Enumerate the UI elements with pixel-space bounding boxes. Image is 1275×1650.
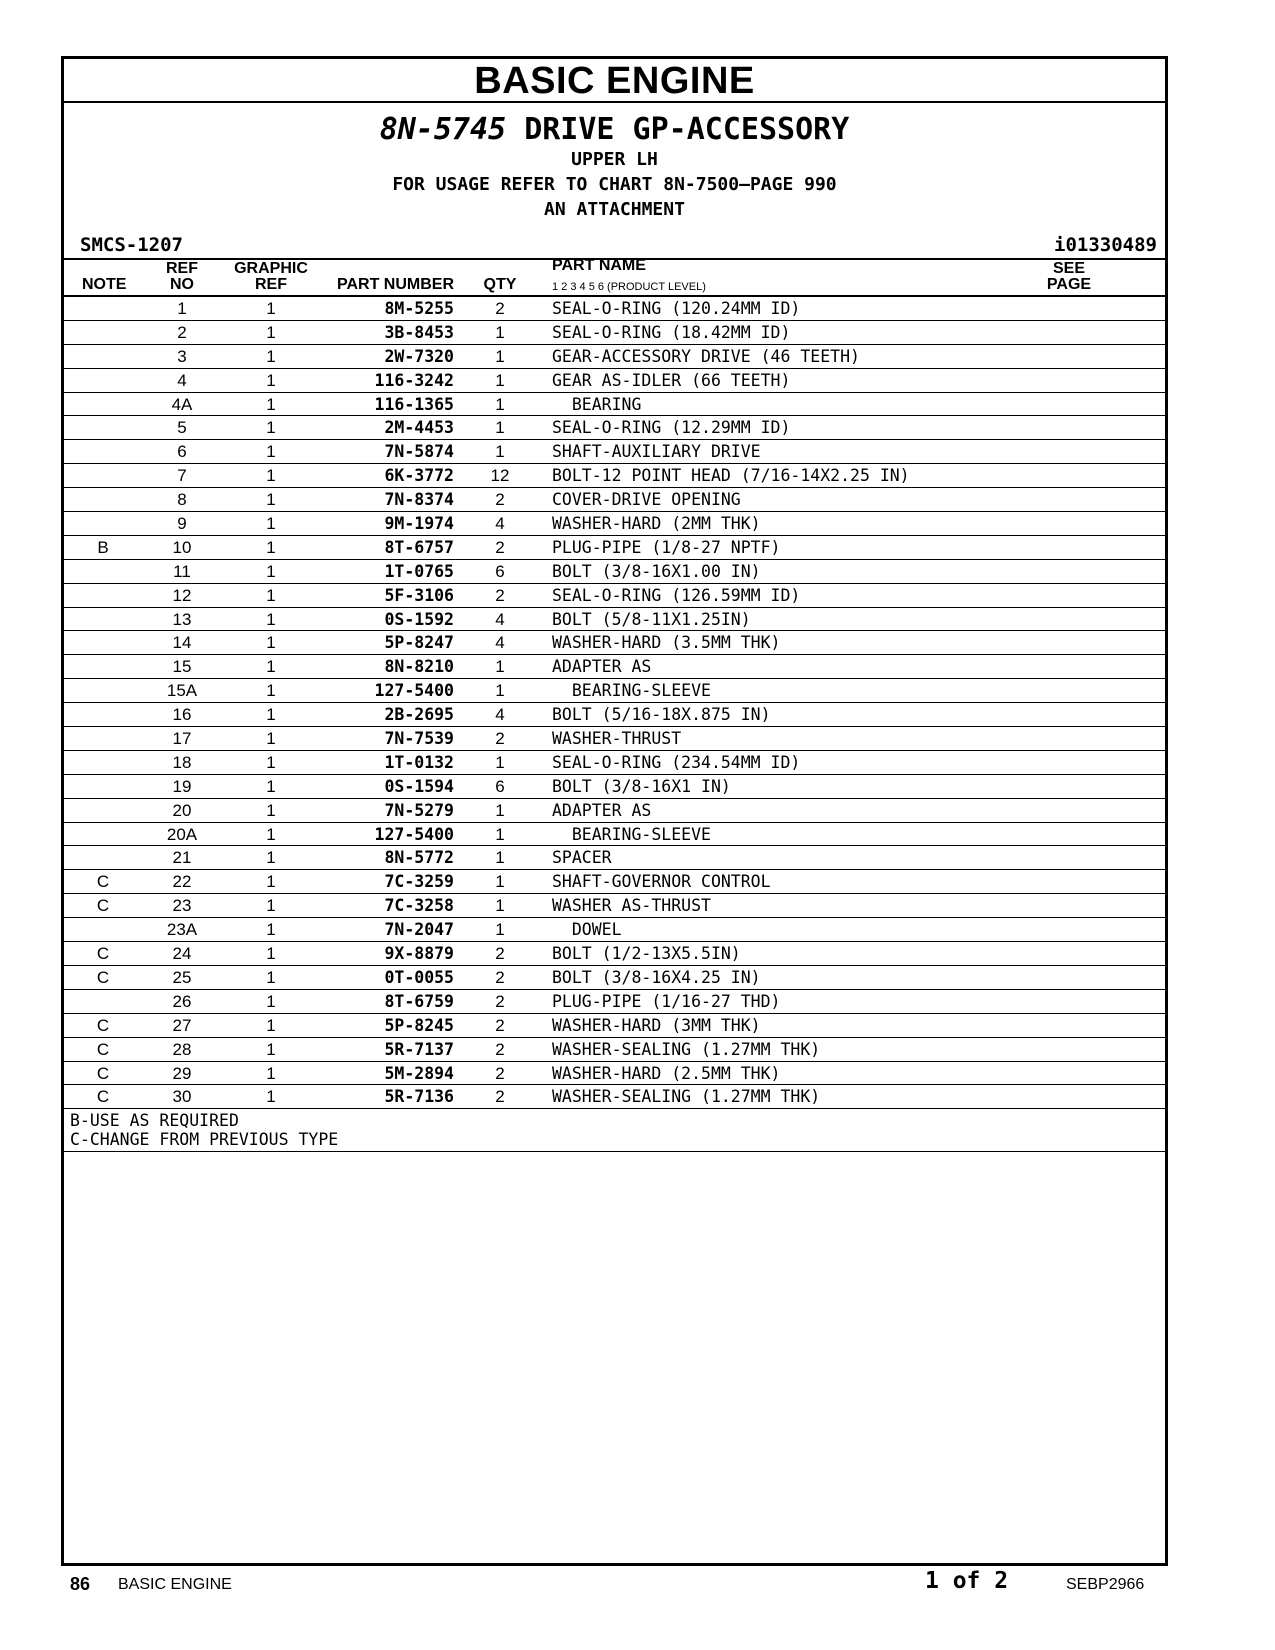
smcs-code: SMCS-1207 xyxy=(80,234,183,256)
header-part-name: PART NAME xyxy=(552,257,646,274)
row-graphic-ref: 1 xyxy=(266,418,276,438)
row-part-name: BOLT (5/8-11X1.25IN) xyxy=(552,609,751,629)
group-part-number: 8N-5745 xyxy=(379,112,507,147)
row-graphic-ref: 1 xyxy=(266,609,276,629)
table-row xyxy=(64,584,1165,608)
row-graphic-ref: 1 xyxy=(266,800,276,820)
table-row xyxy=(64,369,1165,393)
row-qty: 1 xyxy=(495,896,505,916)
row-ref-no: 27 xyxy=(172,1015,192,1035)
row-graphic-ref: 1 xyxy=(266,967,276,987)
row-ref-no: 26 xyxy=(172,991,192,1011)
row-qty: 2 xyxy=(495,490,505,510)
row-part-number: 7N-8374 xyxy=(384,490,454,510)
row-graphic-ref: 1 xyxy=(266,1015,276,1035)
row-graphic-ref: 1 xyxy=(266,466,276,486)
row-part-name: BOLT (1/2-13X5.5IN) xyxy=(552,944,741,964)
table-row xyxy=(64,727,1165,751)
row-part-name: BOLT (3/8-16X4.25 IN) xyxy=(552,967,761,987)
row-ref-no: 1 xyxy=(177,299,187,318)
row-ref-no: 4 xyxy=(177,370,187,390)
footer-page-of: 1 of 2 xyxy=(925,1568,1009,1594)
row-part-name: ADAPTER AS xyxy=(552,657,652,677)
table-row xyxy=(64,990,1165,1014)
footer-doc-number: SEBP2966 xyxy=(1066,1576,1145,1593)
row-part-name: WASHER-SEALING (1.27MM THK) xyxy=(552,1087,821,1107)
row-qty: 2 xyxy=(495,967,505,987)
illustration-id: i01330489 xyxy=(1054,234,1157,256)
row-ref-no: 15A xyxy=(166,681,198,701)
row-part-name: BOLT (5/16-18X.875 IN) xyxy=(552,705,771,725)
row-part-number: 1T-0132 xyxy=(384,752,454,772)
table-row xyxy=(64,1085,1165,1109)
row-qty: 1 xyxy=(495,848,505,868)
table-row xyxy=(64,512,1165,536)
table-row xyxy=(64,536,1165,560)
row-graphic-ref: 1 xyxy=(266,824,276,844)
row-part-name: SEAL-O-RING (126.59MM ID) xyxy=(552,585,801,605)
header-see-top: SEE xyxy=(1052,260,1085,277)
header-see-bottom: PAGE xyxy=(1046,276,1092,293)
row-qty: 1 xyxy=(495,681,505,701)
row-qty: 2 xyxy=(495,729,505,749)
table-row xyxy=(64,464,1165,488)
row-graphic-ref: 1 xyxy=(266,657,276,677)
row-part-name: GEAR AS-IDLER (66 TEETH) xyxy=(552,370,791,390)
table-row xyxy=(64,846,1165,870)
row-ref-no: 19 xyxy=(172,776,192,796)
row-ref-no: 4A xyxy=(171,394,193,414)
table-row xyxy=(64,703,1165,727)
smcs-row xyxy=(64,228,1165,260)
row-part-name: BOLT-12 POINT HEAD (7/16-14X2.25 IN) xyxy=(552,466,910,486)
row-qty: 2 xyxy=(495,585,505,605)
row-ref-no: 8 xyxy=(177,490,187,510)
row-qty: 4 xyxy=(495,514,505,534)
row-part-number: 127-5400 xyxy=(374,681,454,701)
group-line-2: FOR USAGE REFER TO CHART 8N-7500—PAGE 990 xyxy=(392,174,837,195)
row-part-name: PLUG-PIPE (1/8-27 NPTF) xyxy=(552,537,781,557)
note-c: C-CHANGE FROM PREVIOUS TYPE xyxy=(70,1130,339,1150)
row-graphic-ref: 1 xyxy=(266,299,276,318)
row-ref-no: 23A xyxy=(166,920,198,940)
header-graphic-top: GRAPHIC xyxy=(234,260,308,277)
row-part-name: SHAFT-AUXILIARY DRIVE xyxy=(552,442,761,462)
row-part-number: 116-3242 xyxy=(374,370,454,390)
row-ref-no: 2 xyxy=(177,322,187,342)
row-graphic-ref: 1 xyxy=(266,896,276,916)
row-graphic-ref: 1 xyxy=(266,442,276,462)
row-part-number: 7N-5874 xyxy=(384,442,454,462)
row-ref-no: 30 xyxy=(172,1087,192,1107)
footer-page-number: 86 xyxy=(70,1574,91,1594)
table-row xyxy=(64,608,1165,632)
row-ref-no: 14 xyxy=(172,633,192,653)
row-ref-no: 20 xyxy=(172,800,192,820)
row-part-name: GEAR-ACCESSORY DRIVE (46 TEETH) xyxy=(552,346,860,366)
row-qty: 2 xyxy=(495,1039,505,1059)
row-part-name: PLUG-PIPE (1/16-27 THD) xyxy=(552,991,781,1011)
row-part-number: 6K-3772 xyxy=(384,466,454,486)
footer-section: BASIC ENGINE xyxy=(118,1576,232,1593)
group-line-1: UPPER LH xyxy=(571,149,658,170)
header-ref-bottom: NO xyxy=(170,276,194,293)
row-note: C xyxy=(96,872,110,892)
row-qty: 4 xyxy=(495,705,505,725)
row-qty: 1 xyxy=(495,418,505,438)
table-row xyxy=(64,823,1165,847)
header-ref-top: REF xyxy=(166,260,198,277)
row-part-name: WASHER-HARD (3MM THK) xyxy=(552,1015,761,1035)
row-ref-no: 28 xyxy=(172,1039,192,1059)
row-part-number: 5P-8247 xyxy=(384,633,454,653)
table-row xyxy=(64,775,1165,799)
table-row xyxy=(64,942,1165,966)
row-graphic-ref: 1 xyxy=(266,991,276,1011)
row-note: C xyxy=(96,896,110,916)
table-row xyxy=(64,679,1165,703)
row-part-number: 7C-3259 xyxy=(384,872,454,892)
row-qty: 2 xyxy=(495,537,505,557)
row-qty: 1 xyxy=(495,920,505,940)
table-row xyxy=(64,1062,1165,1086)
group-title xyxy=(64,113,1165,147)
header-part-number: PART NUMBER xyxy=(336,276,454,293)
row-part-number: 2M-4453 xyxy=(384,418,454,438)
table-row xyxy=(64,751,1165,775)
row-note: B xyxy=(97,537,109,557)
row-qty: 1 xyxy=(495,752,505,772)
row-ref-no: 29 xyxy=(172,1063,192,1083)
row-part-number: 5P-8245 xyxy=(384,1015,454,1035)
row-ref-no: 13 xyxy=(172,609,192,629)
row-qty: 1 xyxy=(495,322,505,342)
row-qty: 1 xyxy=(495,872,505,892)
row-qty: 2 xyxy=(495,944,505,964)
row-part-number: 5R-7137 xyxy=(384,1039,454,1059)
table-row xyxy=(64,321,1165,345)
parts-table xyxy=(64,297,1165,1109)
row-part-number: 8T-6759 xyxy=(384,991,454,1011)
row-qty: 1 xyxy=(495,800,505,820)
row-part-name: SHAFT-GOVERNOR CONTROL xyxy=(552,872,771,892)
row-graphic-ref: 1 xyxy=(266,752,276,772)
row-ref-no: 18 xyxy=(172,752,192,772)
row-qty: 2 xyxy=(495,299,505,318)
group-line-3: AN ATTACHMENT xyxy=(544,199,685,220)
row-qty: 1 xyxy=(495,824,505,844)
row-qty: 12 xyxy=(490,466,510,486)
table-row xyxy=(64,560,1165,584)
row-part-number: 116-1365 xyxy=(374,394,454,414)
row-ref-no: 20A xyxy=(166,824,198,844)
row-part-number: 7N-2047 xyxy=(384,920,454,940)
row-part-name: DOWEL xyxy=(552,920,622,940)
row-graphic-ref: 1 xyxy=(266,705,276,725)
row-part-number: 5F-3106 xyxy=(384,585,454,605)
row-graphic-ref: 1 xyxy=(266,322,276,342)
row-note: C xyxy=(96,1015,110,1035)
header-product-level: 1 2 3 4 5 6 (PRODUCT LEVEL) xyxy=(552,281,706,293)
row-part-number: 8N-8210 xyxy=(384,657,454,677)
row-graphic-ref: 1 xyxy=(266,944,276,964)
row-ref-no: 16 xyxy=(172,705,192,725)
row-part-number: 8M-5255 xyxy=(384,299,454,318)
row-qty: 1 xyxy=(495,442,505,462)
row-graphic-ref: 1 xyxy=(266,1063,276,1083)
table-row xyxy=(64,1038,1165,1062)
table-row xyxy=(64,345,1165,369)
row-part-name: WASHER-THRUST xyxy=(552,729,682,749)
notes-block xyxy=(64,1109,1165,1152)
row-ref-no: 24 xyxy=(172,944,192,964)
row-graphic-ref: 1 xyxy=(266,681,276,701)
row-part-number: 0S-1594 xyxy=(384,776,454,796)
row-ref-no: 12 xyxy=(172,585,192,605)
row-part-name: SEAL-O-RING (120.24MM ID) xyxy=(552,299,801,318)
row-ref-no: 9 xyxy=(177,514,187,534)
row-part-name: SPACER xyxy=(552,848,612,868)
row-part-name: BOLT (3/8-16X1.00 IN) xyxy=(552,561,761,581)
row-ref-no: 17 xyxy=(172,729,192,749)
row-ref-no: 21 xyxy=(172,848,192,868)
table-row xyxy=(64,416,1165,440)
row-part-number: 9M-1974 xyxy=(384,514,454,534)
row-graphic-ref: 1 xyxy=(266,514,276,534)
row-part-number: 7N-5279 xyxy=(384,800,454,820)
row-qty: 2 xyxy=(495,1063,505,1083)
row-graphic-ref: 1 xyxy=(266,346,276,366)
row-part-number: 7N-7539 xyxy=(384,729,454,749)
row-qty: 2 xyxy=(495,1015,505,1035)
row-part-name: WASHER AS-THRUST xyxy=(552,896,711,916)
row-part-name: BEARING-SLEEVE xyxy=(552,681,711,701)
row-graphic-ref: 1 xyxy=(266,872,276,892)
row-part-name: SEAL-O-RING (18.42MM ID) xyxy=(552,322,791,342)
table-row xyxy=(64,894,1165,918)
row-part-number: 127-5400 xyxy=(374,824,454,844)
row-part-name: COVER-DRIVE OPENING xyxy=(552,490,741,510)
row-ref-no: 5 xyxy=(177,418,187,438)
row-part-number: 3B-8453 xyxy=(384,322,454,342)
row-qty: 6 xyxy=(495,561,505,581)
row-ref-no: 25 xyxy=(172,967,192,987)
row-part-name: BEARING-SLEEVE xyxy=(552,824,711,844)
row-qty: 4 xyxy=(495,609,505,629)
table-header xyxy=(64,257,1165,297)
row-qty: 6 xyxy=(495,776,505,796)
row-ref-no: 6 xyxy=(177,442,187,462)
row-ref-no: 10 xyxy=(172,537,192,557)
row-ref-no: 11 xyxy=(173,561,191,581)
row-part-name: ADAPTER AS xyxy=(552,800,652,820)
header-qty: QTY xyxy=(483,276,517,293)
row-part-name: BEARING xyxy=(552,394,642,414)
row-graphic-ref: 1 xyxy=(266,920,276,940)
row-part-number: 5R-7136 xyxy=(384,1087,454,1107)
row-ref-no: 22 xyxy=(172,872,192,892)
table-row xyxy=(64,631,1165,655)
row-part-name: WASHER-SEALING (1.27MM THK) xyxy=(552,1039,821,1059)
row-part-number: 8N-5772 xyxy=(384,848,454,868)
row-qty: 1 xyxy=(495,346,505,366)
row-part-name: WASHER-HARD (2.5MM THK) xyxy=(552,1063,781,1083)
table-row xyxy=(64,297,1165,321)
row-part-name: WASHER-HARD (2MM THK) xyxy=(552,514,761,534)
row-note: C xyxy=(96,1063,110,1083)
row-ref-no: 3 xyxy=(177,346,187,366)
row-qty: 1 xyxy=(495,657,505,677)
row-ref-no: 23 xyxy=(172,896,192,916)
table-row xyxy=(64,870,1165,894)
row-note: C xyxy=(96,967,110,987)
row-note: C xyxy=(96,1087,110,1107)
row-part-name: BOLT (3/8-16X1 IN) xyxy=(552,776,731,796)
table-row xyxy=(64,655,1165,679)
row-qty: 1 xyxy=(495,370,505,390)
row-graphic-ref: 1 xyxy=(266,585,276,605)
row-graphic-ref: 1 xyxy=(266,729,276,749)
header-note: NOTE xyxy=(82,276,127,293)
row-ref-no: 7 xyxy=(177,466,187,486)
row-graphic-ref: 1 xyxy=(266,776,276,796)
row-graphic-ref: 1 xyxy=(266,537,276,557)
row-part-number: 5M-2894 xyxy=(384,1063,454,1083)
row-part-number: 9X-8879 xyxy=(384,944,454,964)
row-qty: 4 xyxy=(495,633,505,653)
row-graphic-ref: 1 xyxy=(266,370,276,390)
row-qty: 2 xyxy=(495,991,505,1011)
table-row xyxy=(64,966,1165,990)
row-part-name: SEAL-O-RING (12.29MM ID) xyxy=(552,418,791,438)
row-part-name: SEAL-O-RING (234.54MM ID) xyxy=(552,752,801,772)
section-title: BASIC ENGINE xyxy=(64,59,1165,103)
row-graphic-ref: 1 xyxy=(266,633,276,653)
row-graphic-ref: 1 xyxy=(266,1039,276,1059)
table-row xyxy=(64,918,1165,942)
row-graphic-ref: 1 xyxy=(266,490,276,510)
header-graphic-bottom: REF xyxy=(255,276,287,293)
group-name: DRIVE GP-ACCESSORY xyxy=(524,112,850,147)
row-graphic-ref: 1 xyxy=(266,394,276,414)
note-b: B-USE AS REQUIRED xyxy=(70,1111,239,1131)
row-part-number: 2B-2695 xyxy=(384,705,454,725)
table-row xyxy=(64,393,1165,417)
page-frame xyxy=(61,56,1168,1566)
row-note: C xyxy=(96,1039,110,1059)
row-qty: 1 xyxy=(495,394,505,414)
table-row xyxy=(64,799,1165,823)
table-row xyxy=(64,440,1165,464)
row-part-number: 1T-0765 xyxy=(384,561,454,581)
row-graphic-ref: 1 xyxy=(266,561,276,581)
row-qty: 2 xyxy=(495,1087,505,1107)
row-part-number: 0S-1592 xyxy=(384,609,454,629)
row-part-number: 7C-3258 xyxy=(384,896,454,916)
page-footer xyxy=(0,1568,1275,1598)
row-note: C xyxy=(96,944,110,964)
row-part-number: 2W-7320 xyxy=(384,346,454,366)
row-part-number: 8T-6757 xyxy=(384,537,454,557)
row-part-name: WASHER-HARD (3.5MM THK) xyxy=(552,633,781,653)
row-graphic-ref: 1 xyxy=(266,1087,276,1107)
row-graphic-ref: 1 xyxy=(266,848,276,868)
row-ref-no: 15 xyxy=(172,657,192,677)
table-row xyxy=(64,1014,1165,1038)
table-row xyxy=(64,488,1165,512)
row-part-number: 0T-0055 xyxy=(384,967,454,987)
